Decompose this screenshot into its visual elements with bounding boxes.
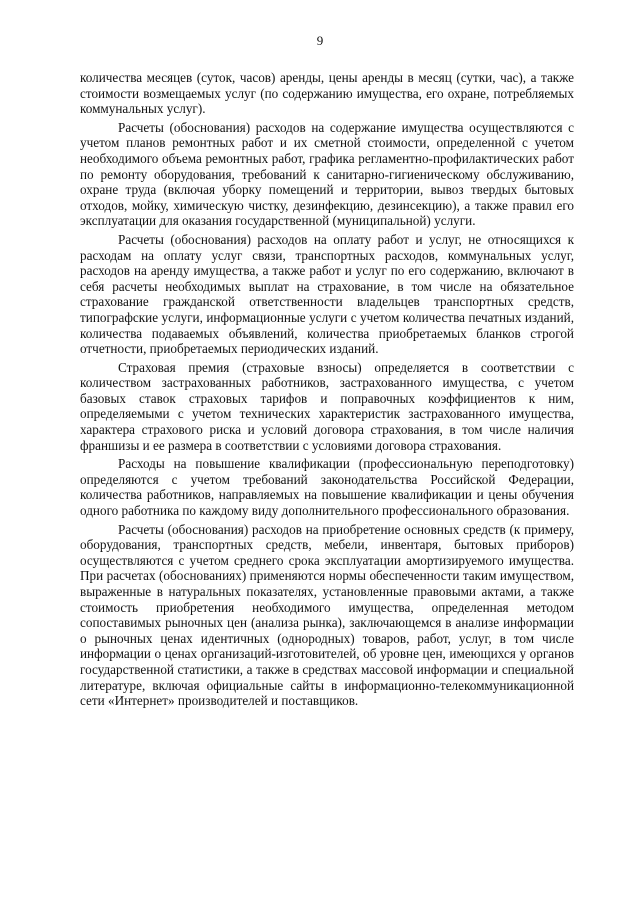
paragraph-qualification-costs: Расходы на повышение квалификации (профессиональную переподготовку) определяются с учетом требований законодательства Российской Федерации, количества работников, направляемых на повышение квалификации и цены обучения одного работника по каждому виду дополнительного профессионального образования.	[80, 456, 574, 519]
paragraph-rent-continuation: количества месяцев (суток, часов) аренды, цены аренды в месяц (сутки, час), а также стоимости возмещаемых услуг (по содержанию имущества, его охране, потребляемых коммунальных услуг).	[80, 70, 574, 117]
paragraph-insurance-premium: Страховая премия (страховые взносы) определяется в соответствии с количеством застрахованных работников, застрахованного имущества, с учетом базовых ставок страховых тарифов и поправочных коэффициентов к ним, определяемыми с учетом технических характеристик застрахованного имущества, характера страхового риска и условий договора страхования, в том числе наличия франшизы и ее размера в соответствии с условиями договора страхования.	[80, 359, 574, 453]
paragraph-fixed-assets: Расчеты (обоснования) расходов на приобретение основных средств (к примеру, оборудования, транспортных средств, мебели, инвентаря, бытовых приборов) осуществляются с учетом среднего срока эксплуатации амортизируемого имущества. При расчетах (обоснованиях) применяются нормы обеспеченности таким имуществом, выраженные в натуральных показателях, установленные правовыми актами, а также стоимость приобретения необходимого имущества, определенная методом сопоставимых рыночных цен (анализа рынка), заключающемся в анализе информации о рыночных ценах идентичных (однородных) товаров, работ, услуг, в том числе информации о ценах организаций-изготовителей, об уровне цен, имеющихся у органов государственной статистики, а также в средствах массовой информации и специальной литературе, включая официальные сайты в информационно-телекоммуникационной сети «Интернет» производителей и поставщиков.	[80, 521, 574, 709]
page-number: 9	[316, 33, 324, 48]
document-body	[80, 70, 574, 709]
paragraph-other-services: Расчеты (обоснования) расходов на оплату работ и услуг, не относящихся к расходам на оплату услуг связи, транспортных расходов, коммунальных услуг, расходов на аренду имущества, а также работ и услуг по его содержанию, включают в себя расчеты необходимых выплат на страхование, в том числе на обязательное страхование гражданской ответственности владельцев транспортных средств, типографские услуги, информационные услуги с учетом количества печатных изданий, количества подаваемых объявлений, количества приобретаемых бланков строгой отчетности, приобретаемых периодических изданий.	[80, 231, 574, 357]
paragraph-property-maintenance: Расчеты (обоснования) расходов на содержание имущества осуществляются с учетом планов ремонтных работ и их сметной стоимости, определенной с учетом необходимого объема ремонтных работ, графика регламентно-профилактических работ по ремонту оборудования, требований к санитарно-гигиеническому обслуживанию, охране труда (включая уборку помещений и территории, вывоз твердых бытовых отходов, мойку, химическую чистку, дезинфекцию, дезинсекцию), а также правил его эксплуатации для оказания государственной (муниципальной) услуги.	[80, 119, 574, 229]
